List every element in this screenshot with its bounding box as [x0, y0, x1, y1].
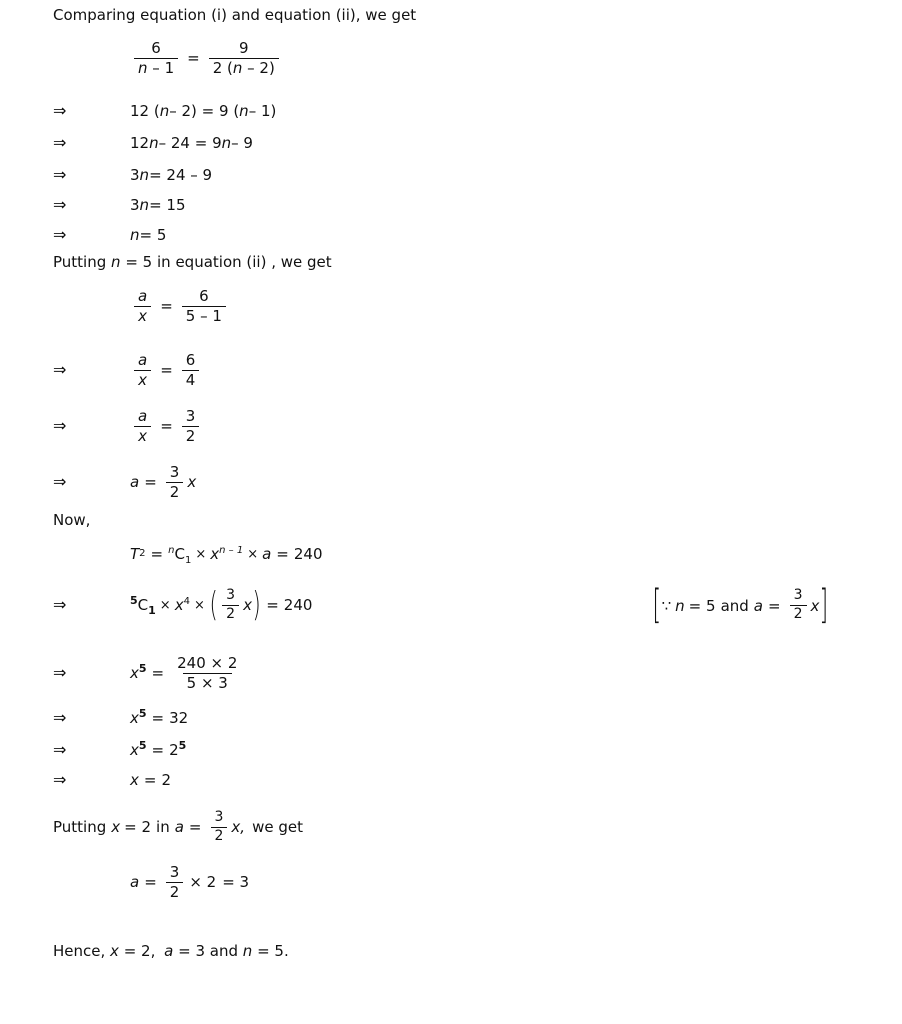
ratio-numerator: a: [138, 407, 148, 425]
x-step-4: [130, 771, 171, 789]
fraction-denominator: 2: [166, 482, 184, 501]
multiply-icon: ×: [195, 546, 207, 562]
a-variable: a: [130, 873, 140, 892]
putting-x-suffix: we get: [252, 818, 303, 837]
fraction-a-over-x: [134, 408, 151, 445]
x-variable: x: [243, 596, 252, 615]
equals-sign: =: [143, 771, 157, 789]
implies-icon: ⇒: [53, 770, 67, 789]
step-row-n-2: [53, 134, 253, 152]
ratio-step-1: [130, 288, 230, 325]
equals-sign: =: [187, 49, 200, 68]
x-exponent: 4: [183, 596, 190, 608]
fraction-numerator: 3: [793, 587, 803, 604]
putting-n-line: [53, 253, 332, 271]
note-a-variable: a: [753, 596, 763, 615]
fraction-numerator: 3: [169, 463, 180, 481]
fraction-numerator: 3: [169, 863, 180, 881]
final-result: = 3: [222, 873, 250, 892]
ratio-denominator: x: [134, 306, 151, 325]
equation-one: [130, 40, 283, 77]
implies-icon: ⇒: [53, 165, 67, 184]
implies-icon: ⇒: [53, 472, 67, 492]
equals-sign: =: [151, 709, 165, 727]
final-value-row: [53, 864, 249, 901]
fraction-a-over-x: [134, 288, 151, 325]
fraction-numerator: 240 × 2: [177, 654, 238, 672]
combination-c: C: [174, 545, 185, 563]
denominator-rest: – 1: [152, 58, 175, 77]
implies-icon: ⇒: [53, 595, 67, 615]
conclusion-line: [53, 942, 289, 960]
close-bracket-icon: ]: [819, 582, 829, 628]
x-base: x: [130, 741, 139, 759]
fraction-right-denominator: 2 (n – 2): [209, 58, 279, 77]
x-base: x: [130, 771, 139, 789]
x-variable: x: [187, 473, 197, 492]
x-power-term: [130, 709, 147, 727]
equation-one-row: [53, 40, 283, 77]
intro-middle: and equation: [231, 6, 331, 24]
combination-superscript: 5: [130, 594, 138, 608]
x-power-term: [130, 664, 147, 682]
fraction-left-numerator: 6: [151, 39, 161, 57]
ratio-row-1: [53, 288, 230, 325]
a-equals-expression: [130, 464, 196, 501]
equals-sign: =: [188, 818, 202, 837]
x-step-row-2: [53, 709, 188, 727]
intro-eq-two: (ii),: [335, 6, 361, 24]
x-step-2: [130, 709, 188, 727]
combination-term: [168, 545, 192, 566]
step-row-n-3: [53, 166, 212, 184]
equals-sign: =: [160, 361, 173, 380]
conclusion-n-var: n: [242, 942, 253, 960]
ratio-right-denominator: 5 – 1: [182, 306, 226, 325]
putting-x-line: [53, 810, 303, 844]
conclusion-prefix: Hence,: [53, 942, 106, 960]
now-label: Now,: [53, 511, 91, 529]
x-final-value: 2: [161, 771, 172, 789]
x-power-term: [130, 741, 147, 759]
ratio-right-numerator: 3: [185, 407, 196, 425]
x-step-1: [130, 655, 245, 692]
value-base: 2: [169, 741, 179, 759]
fraction-denominator: 2: [790, 605, 807, 623]
equals-sign: =: [160, 297, 173, 316]
fraction-three-over-two: [790, 588, 807, 622]
equals-sign: =: [276, 545, 289, 563]
putting-x-a-var: a: [174, 818, 184, 837]
x-power-term: [210, 545, 243, 563]
term-result: 240: [293, 545, 323, 563]
putting-x-prefix: Putting: [53, 818, 107, 837]
fraction-left-denominator: [134, 58, 178, 77]
a-factor: a: [262, 545, 272, 563]
x-exponent: 5: [138, 739, 147, 752]
denominator-variable: n: [138, 58, 148, 77]
ratio-row-3: [53, 408, 203, 445]
implies-icon: ⇒: [53, 740, 67, 759]
ratio-right-denominator: 2: [182, 426, 200, 445]
conclusion-x-value: = 2,: [123, 942, 156, 960]
x-step-2-value: 32: [169, 709, 189, 727]
fraction-result: [173, 655, 241, 692]
x-exponent: 5: [138, 662, 147, 676]
step-n-3: 3 n = 24 – 9: [130, 166, 213, 184]
combination-subscript: 1: [184, 555, 192, 566]
x-step-row-1: [53, 655, 245, 692]
x-base: x: [210, 545, 220, 563]
fraction-denominator: 5 × 3: [183, 673, 232, 692]
ratio-right-denominator: 4: [182, 370, 200, 389]
putting-n-middle: in equation: [157, 253, 242, 271]
step-n-2: 12 n – 24 = 9 n – 9: [130, 134, 253, 152]
fraction-three-over-two: [166, 864, 184, 901]
note-conjunction: and: [720, 596, 749, 615]
combination-c: C: [137, 596, 149, 615]
a-variable: a: [130, 473, 140, 492]
fraction-denominator: 2: [166, 882, 184, 901]
implies-icon: ⇒: [53, 101, 67, 120]
fraction-three-over-two: [211, 810, 228, 844]
ratio-numerator: a: [138, 287, 148, 305]
putting-x-var: x: [111, 818, 121, 837]
because-icon: ∵: [661, 596, 672, 615]
multiply-icon: ×: [247, 546, 259, 562]
step-n-4: 3 n = 15: [130, 196, 186, 214]
fraction-numerator: 3: [214, 809, 224, 825]
ratio-step-3: [130, 408, 203, 445]
equals-sign: =: [266, 596, 279, 615]
open-bracket-icon: [: [652, 582, 662, 628]
implies-icon: ⇒: [53, 416, 67, 436]
x-exponent: 5: [138, 707, 147, 720]
implies-icon: ⇒: [53, 133, 67, 152]
implies-icon: ⇒: [53, 663, 67, 683]
ratio-numerator: a: [138, 351, 148, 369]
equals-sign: =: [151, 664, 165, 683]
fraction-six-over-four: [182, 352, 200, 389]
putting-n-eq-ref: (ii) ,: [246, 253, 276, 271]
substituted-expression: [130, 584, 313, 625]
equals-sign: =: [160, 417, 173, 436]
combination-superscript: n: [168, 545, 175, 556]
fraction-three-over-two: [166, 464, 184, 501]
ratio-right-numerator: 6: [185, 351, 196, 369]
fraction-right-numerator: 9: [238, 39, 249, 57]
combination-subscript: 1: [148, 604, 156, 618]
fraction-three-over-two: [182, 408, 200, 445]
putting-n-suffix: we get: [280, 253, 332, 271]
note-n-value: = 5: [688, 596, 716, 615]
x-exponent: n – 1: [219, 545, 244, 556]
intro-prefix: Comparing equation: [53, 6, 207, 24]
multiply-icon: ×: [193, 597, 205, 613]
step-row-n-4: [53, 196, 186, 214]
ratio-step-2: [130, 352, 203, 389]
x-step-row-4: [53, 771, 171, 789]
step-n-5: n = 5: [130, 226, 167, 244]
substituted-result: 240: [283, 596, 313, 615]
putting-x-value: = 2: [124, 818, 152, 837]
combination-term: [130, 594, 156, 618]
fraction-three-over-two: [222, 588, 239, 622]
final-a-value: [130, 864, 249, 901]
intro-suffix: we get: [365, 6, 417, 24]
putting-n-value: = 5: [125, 253, 153, 271]
fraction-denominator: 2: [211, 827, 228, 845]
a-equals-row: [53, 464, 196, 501]
equals-sign: =: [768, 596, 781, 615]
equals-sign: =: [144, 873, 157, 892]
side-note-annotation: [652, 582, 829, 628]
implies-icon: ⇒: [53, 708, 67, 727]
fraction-a-over-x: [134, 352, 151, 389]
term-symbol: T: [130, 545, 140, 563]
term-formula-row: [53, 545, 323, 566]
term-formula: T 2 = $^nC_1$ × $x^{n - 1}$ × a = 240: [130, 545, 323, 566]
conclusion-x-var: x: [110, 942, 119, 960]
fraction-numerator: 3: [226, 587, 236, 603]
fraction-denominator: 2: [222, 605, 239, 623]
equals-sign: =: [151, 741, 165, 759]
implies-icon: ⇒: [53, 195, 67, 214]
ratio-denominator: x: [134, 426, 151, 445]
ratio-denominator: x: [134, 370, 151, 389]
fraction-six-over-five-minus-one: [182, 288, 226, 325]
multiply-icon: ×: [159, 597, 171, 613]
conclusion-a-value: = 3 and: [178, 942, 239, 960]
step-n-1: 12 ( n – 2) = 9 ( n – 1): [130, 102, 277, 120]
x-base: x: [130, 664, 139, 683]
ratio-row-2: [53, 352, 203, 389]
ratio-right-numerator: 6: [199, 287, 209, 305]
two-power-term: [169, 741, 186, 759]
step-row-n-1: [53, 102, 276, 120]
x-base: x: [130, 709, 139, 727]
conclusion-a-var: a: [164, 942, 174, 960]
note-n-variable: n: [675, 596, 685, 615]
conclusion-n-value: = 5.: [257, 942, 289, 960]
implies-icon: ⇒: [53, 360, 67, 380]
note-x-variable: x: [810, 596, 820, 615]
intro-line: [53, 6, 416, 24]
step-row-n-5: [53, 226, 166, 244]
fraction-left: [134, 40, 178, 77]
putting-x-middle: in: [156, 818, 170, 837]
value-exponent: 5: [178, 739, 187, 752]
open-paren-icon: (: [209, 584, 218, 625]
close-paren-icon: ): [252, 584, 261, 625]
x-step-3: [130, 741, 186, 759]
putting-n-prefix: Putting: [53, 253, 107, 271]
implies-icon: ⇒: [53, 225, 67, 244]
x-power-term: [175, 596, 190, 614]
final-multiply-term: × 2: [189, 873, 217, 892]
equals-sign: =: [150, 545, 164, 563]
x-step-row-3: [53, 741, 186, 759]
equals-sign: =: [144, 473, 157, 492]
putting-n-var: n: [111, 253, 121, 271]
intro-eq-one: (i): [211, 6, 227, 24]
fraction-right: [209, 40, 279, 77]
putting-x-a-rhs: x,: [231, 818, 246, 837]
x-base: x: [174, 596, 184, 615]
substituted-row: [53, 584, 313, 625]
